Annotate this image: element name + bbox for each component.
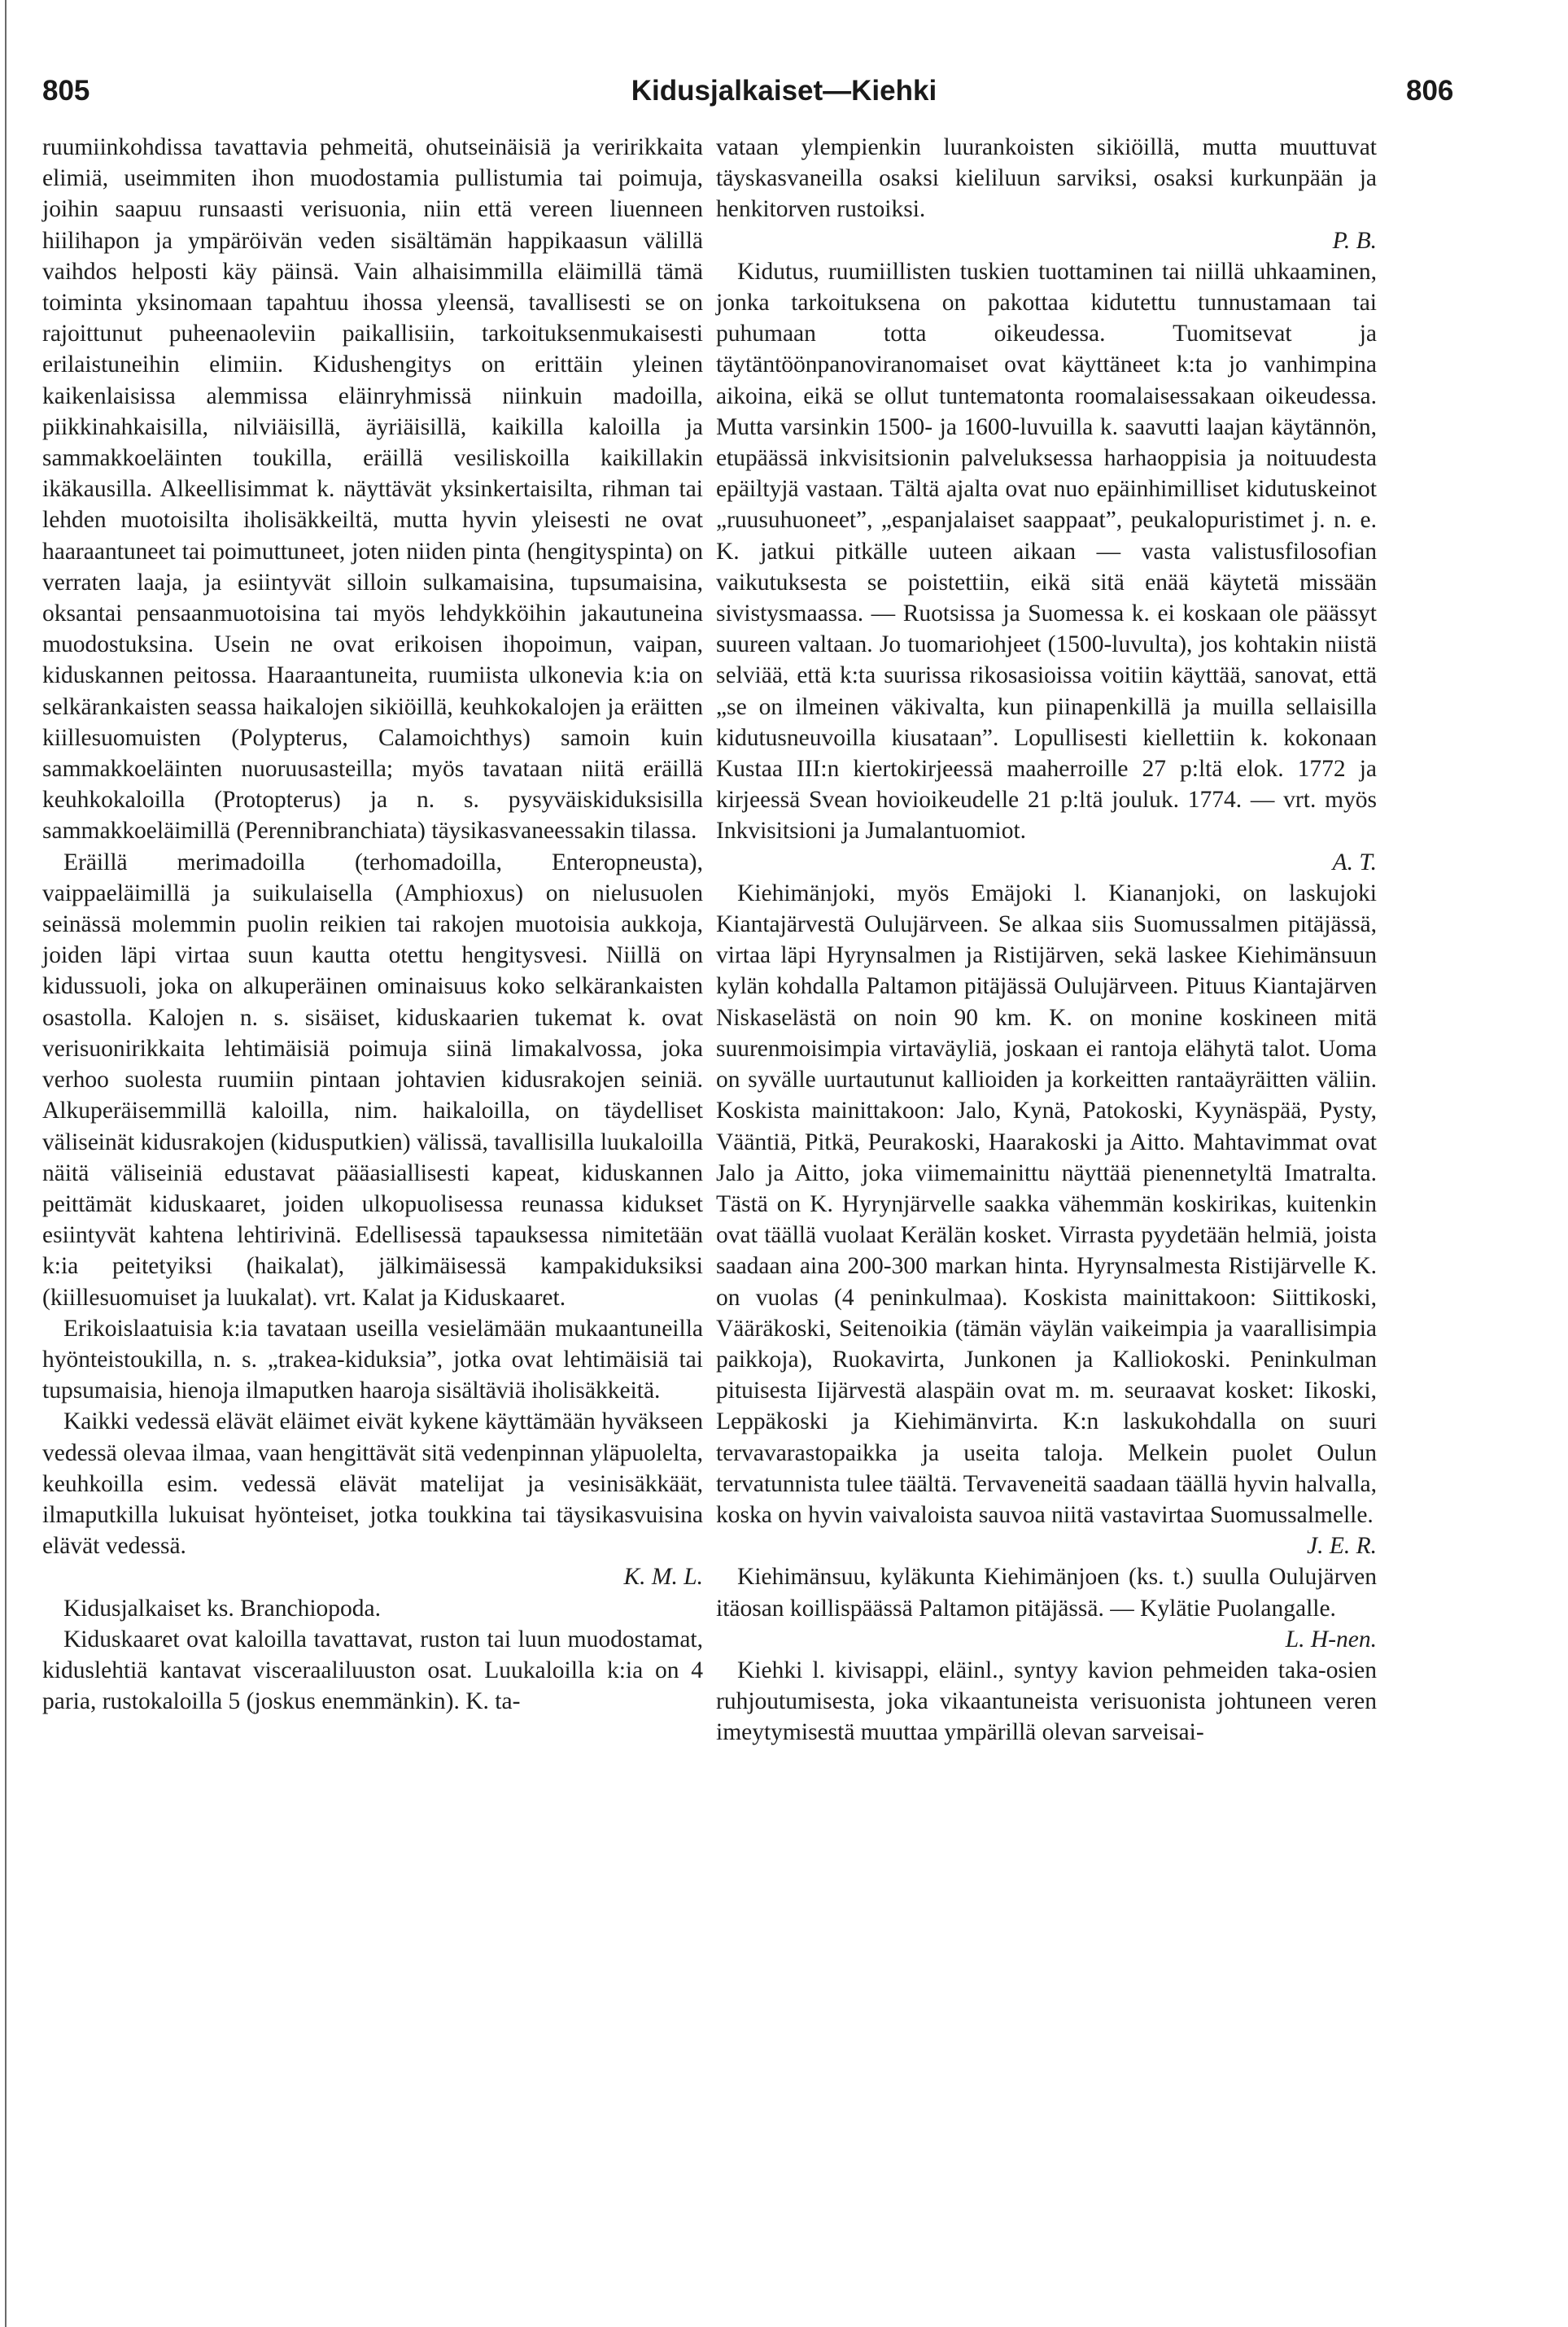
page-number-left: 805 (42, 75, 90, 107)
author-signature-pb: P. B. (1332, 227, 1377, 254)
paragraph-kidukset-4: Kaikki vedessä elävät eläimet eivät kykene käyttämään hyväkseen vedessä olevaa ilmaa, vaan hengittävät sitä vedenpinnan yläpuolelta, keuhkoilla esim. vedessä elävät matelijat ja vesinisäkkäät, ilmaputkilla lukuisat hyönteiset, jotka toukkina tai täysikasvuisina elävät vedessä. (42, 1408, 703, 1560)
page-header (0, 75, 1568, 120)
entry-kiehimanjoki: Kiehimänjoki, myös Emäjoki l. Kiananjoki, on laskujoki Kiantajärvestä Oulujärveen. Se alkaa siis Suomussalmen pitäjässä, virtaa läpi Hyrynsalmen ja Ristijärven, sekä laskee Kiehimänsuun kylän kohdalla Paltamon pitäjässä Oulujärveen. Pituus Kiantajärven Niskaselästä on noin 90 km. K. on monine koskineen mitä suurenmoisimpia virtaväyliä, joskaan ei rantoja elähytä talot. Uoma on syvälle uurtautunut kallioiden ja korkeitten rantaäyräitten väliin. Koskista mainittakoon: Jalo, Kynä, Patokoski, Kyynäspää, Pysty, Vääntiä, Pitkä, Peurakoski, Haarakoski ja Aitto. Mahtavimmat ovat Jalo ja Aitto, joka viimemainittu näyttää pienennetyltä Imatralta. Tästä on K. Hyrynjärvelle saakka vähemmän koskirikas, kuitenkin ovat täällä vuolaat Kerälän kosket. Virrasta pyydetään helmiä, joista saadaan aina 200-300 markan hinta. Hyrynsalmesta Ristijärvelle K. on vuolas (4 peninkulmaa). Koskista mainittakoon: Siittikoski, Vääräkoski, Seitenoikia (tämän väylän vaikeimpia ja vaarallisimpia paikkoja), Ruokavirta, Junkonen ja Kalliokoski. Peninkulman pituisesta Iijärvestä alaspäin ovat m. m. seuraavat kosket: Iikoski, Leppäkoski ja Kiehimänvirta. K:n laskukohdalla on suuri tervavarastopaikka ja useita taloja. Melkein puolet Oulun tervatunnista tulee täältä. Tervaveneitä saadaan täällä hyvin halvalla, koska on hyvin vaivaloista sauvoa niitä vastavirtaa Suomussalmelle. (716, 880, 1377, 1528)
paragraph-kiduskaaret-cont: vataan ylempienkin luurankoisten sikiöillä, mutta muuttuvat täyskasvaneilla osaksi kieliluun sarviksi, osaksi kurkunpään ja henkitorven rustoiksi. (716, 134, 1377, 223)
paragraph-kidukset-1: ruumiinkohdissa tavattavia pehmeitä, ohutseinäisiä ja veririkkaita elimiä, useimmiten ihon muodostamia pullistumia tai poimuja, joihin saapuu runsaasti verisuonia, niin että vereen liuenneen hiilihapon ja ympäröivän veden sisältämän happikaasun välillä vaihdos helposti käy päinsä. Vain alhaisimmilla eläimillä tämä toiminta yksinomaan tapahtuu ihossa yleensä, tavallisesti se on rajoittunut puheenaoleviin paikallisiin, tarkoituksenmukaisesti erilaistuneihin elimiin. Kidushengitys on erittäin yleinen kaikenlaisissa alemmissa eläinryhmissä niinkuin madoilla, piikkinahkaisilla, nilviäisillä, äyriäisillä, kaikilla kaloilla ja sammakkoeläinten toukilla, eräillä vesiliskoilla kaikillakin ikäkausilla. Alkeellisimmat k. näyttävät yksinkertaisilta, rihman tai lehden muotoisilta iholisäkkeiltä, mutta hyvin yleisesti ne ovat haaraantuneet tai poimuttuneet, joten niiden pinta (hengityspinta) on verraten laaja, ja esiintyvät silloin sulkamaisina, tupsumaisina, oksantai pensaanmuotoisina tai myös lehdykköihin jakautuneina muodostuksina. Usein ne ovat erikoisen ihopoimun, vaipan, kiduskannen peitossa. Haaraantuneita, ruumiista ulkonevia k:ia on selkärankaisten seassa haikalojen sikiöillä, keuhkokalojen ja eräitten kiillesuomuisten (Polypterus, Calamoichthys) samoin kuin sammakkoeläinten nuoruusasteilla; myös tavataan niitä eräillä keuhkokaloilla (Protopterus) ja n. s. pysyväiskiduksisilla sammakkoeläimillä (Perennibranchiata) täysikasvaneessakin tilassa. (42, 134, 703, 845)
author-signature-jer: J. E. R. (1306, 1533, 1377, 1560)
entry-kidusjalkaiset: Kidusjalkaiset ks. Branchiopoda. (63, 1595, 381, 1622)
entry-kiehki: Kiehki l. kivisappi, eläinl., syntyy kavion pehmeiden taka-osien ruhjoutumisesta, joka vikaantuneista verisuonista johtuneen veren imeytymisestä muuttaa ympärillä olevan sarveisai- (716, 1657, 1377, 1746)
author-signature-kml: K. M. L. (623, 1564, 703, 1591)
entry-kidutus: Kidutus, ruumiillisten tuskien tuottaminen tai niillä uhkaaminen, jonka tarkoituksena on pakottaa kidutettu tunnustamaan tai puhumaan totta oikeudessa. Tuomitsevat ja täytäntöönpanoviranomaiset ovat käyttäneet k:ta jo vanhimpina aikoina, eikä se ollut tuntematonta roomalaisessakaan oikeudessa. Mutta varsinkin 1500- ja 1600-luvuilla k. saavutti laajan käytännön, etupäässä inkvisitsionin palveluksessa harhaoppisia ja noituudesta epäiltyjä vastaan. Tältä ajalta ovat nuo epäinhimilliset kidutuskeinot „ruusuhuoneet”, „espanjalaiset saappaat”, peukalopuristimet j. n. e. K. jatkui pitkälle uuteen aikaan — vasta valistusfilosofian vaikutuksesta se poistettiin, eikä sitä enää käytetä missään sivistysmaassa. — Ruotsissa ja Suomessa k. ei koskaan ole päässyt suureen valtaan. Jo tuomariohjeet (1500-luvulta), jos kohtakin niistä selviää, että k:ta suurissa rikosasioissa voitiin käyttää, sanovat, että „se on ilmeinen väkivalta, kun piinapenkillä ja muilla sellaisilla kidutusneuvoilla kiusataan”. Lopullisesti kiellettiin k. kokonaan Kustaa III:n kiertokirjeessä maaherroille 27 p:ltä elok. 1772 ja kirjeessä Svean hovioikeudelle 21 p:ltä jouluk. 1774. — vrt. myös Inkvisitsioni ja Jumalantuomiot. (716, 258, 1377, 845)
author-signature-at: A. T. (1332, 849, 1377, 875)
entry-kiduskaaret: Kiduskaaret ovat kaloilla tavattavat, ruston tai luun muodostamat, kiduslehtiä kantavat visceraaliluuston osat. Luukaloilla k:ia on 4 paria, rustokaloilla 5 (joskus enemmänkin). K. ta- (42, 1626, 703, 1715)
page-edge-rule (5, 0, 7, 2327)
left-column (42, 132, 703, 1717)
author-signature-lh: L. H-nen. (1285, 1626, 1377, 1652)
entry-kiehimansuu: Kiehimänsuu, kyläkunta Kiehimänjoen (ks. t.) suulla Oulujärven itäosan koillispäässä Paltamon pitäjässä. — Kylätie Puolangalle. (716, 1564, 1377, 1622)
page-title: Kidusjalkaiset—Kiehki (631, 75, 937, 107)
paragraph-kidukset-2: Eräillä merimadoilla (terhomadoilla, Enteropneusta), vaippaeläimillä ja suikulaisella (Amphioxus) on nielusuolen seinässä molemmin puolin reikien tai rakojen muotoisia aukkoja, joiden läpi virtaa suun kautta otettu hengitysvesi. Niillä on kidussuoli, joka on alkuperäinen ominaisuus koko selkärankaisten osastolla. Kalojen n. s. sisäiset, kiduskaarien tukemat k. ovat verisuonirikkaita lehtimäisiä poimuja siinä limakalvossa, joka verhoo suolesta ruumiin pintaan johtavien kidusrakojen seiniä. Alkuperäisemmillä kaloilla, nim. haikaloilla, on täydelliset väliseinät kidusrakojen (kidusputkien) välissä, tavallisilla luukaloilla näitä väliseiniä edustavat pääasiallisesti kapeat, kiduskannen peittämät kiduskaaret, joiden ulkopuolisessa reunassa kidukset esiintyvät kahtena lehtirivinä. Edellisessä tapauksessa nimitetään k:ia peitetyiksi (haikalat), jälkimäisessä kampakiduksiksi (kiillesuomuiset ja luukalat). vrt. Kalat ja Kiduskaaret. (42, 849, 703, 1311)
right-column (716, 132, 1377, 1749)
paragraph-kidukset-3: Erikoislaatuisia k:ia tavataan useilla vesielämään mukaantuneilla hyönteistoukilla, n. s. „trakea-kiduksia”, jotka ovat lehtimäisiä tai tupsumaisia, hienoja ilmaputken haaroja sisältäviä iholisäkkeitä. (42, 1315, 703, 1404)
page-number-right: 806 (1406, 75, 1454, 107)
